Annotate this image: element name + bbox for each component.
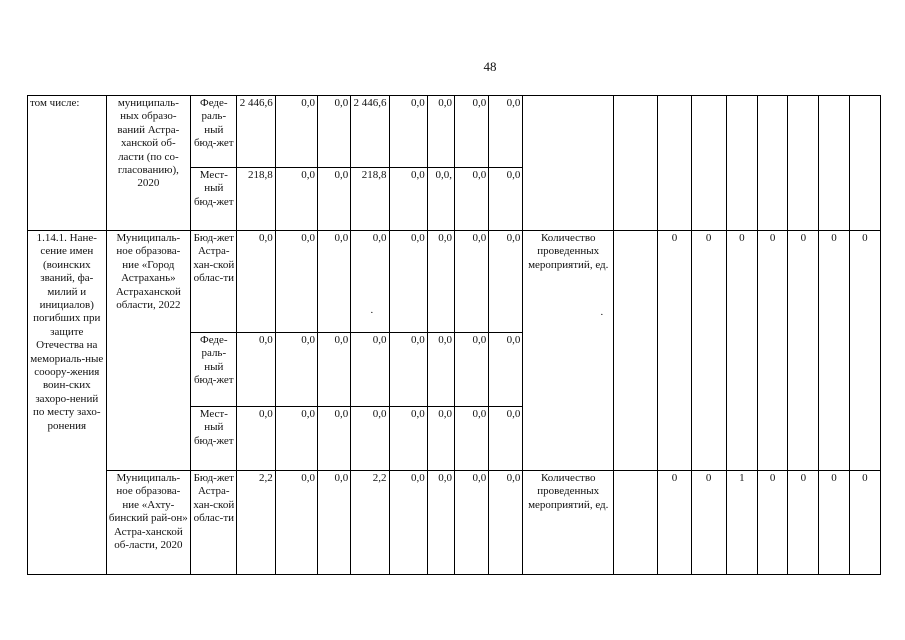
indicator-value-cell: 1 xyxy=(726,471,757,575)
indicator-value-cell: 0 xyxy=(819,471,849,575)
indicator-value-cell: 0 xyxy=(788,471,819,575)
indicator-value-cell: 0 xyxy=(658,231,691,471)
indicator-value-cell xyxy=(614,231,658,471)
value-cell: 0,0 xyxy=(318,96,351,168)
executor-cell: Муниципаль-ное образова-ние «Город Астрахань» Астраханской области, 2022 xyxy=(106,231,191,471)
value-cell: 0,0 xyxy=(389,333,427,407)
funding-source-cell: Феде-раль-ный бюд-жет xyxy=(191,96,237,168)
value-cell: 0,0 xyxy=(454,231,488,333)
funding-source-cell: Бюд-жет Астра-хан-ской облас-ти xyxy=(191,471,237,575)
value-cell: 0,0 xyxy=(389,96,427,168)
indicator-value-cell xyxy=(726,96,757,231)
page-number: 48 xyxy=(483,59,497,74)
indicator-value-cell: 0 xyxy=(819,231,849,471)
value-cell: 0,0 xyxy=(427,96,454,168)
indicator-value-cell: 0 xyxy=(691,471,726,575)
indicator-value-cell xyxy=(758,96,788,231)
value-cell: 0,0 xyxy=(389,407,427,471)
value-cell: 2 446,6 xyxy=(237,96,275,168)
indicator-value-cell xyxy=(849,96,880,231)
value-cell: 2,2 xyxy=(237,471,275,575)
value-cell: 0,0 xyxy=(389,231,427,333)
value-cell: 0,0 xyxy=(489,407,523,471)
value-cell: 0,0 xyxy=(275,168,317,231)
value-cell: 0,0 xyxy=(318,231,351,333)
executor-cell: Муниципаль-ное образова-ние «Ахту-бинский рай-он» Астра-ханской об-ласти, 2020 xyxy=(106,471,191,575)
indicator-value-cell: 0 xyxy=(658,471,691,575)
indicator-value-cell: 0 xyxy=(758,471,788,575)
scan-speck: · xyxy=(370,307,374,319)
indicator-value-cell xyxy=(658,96,691,231)
value-cell: 0,0, xyxy=(427,168,454,231)
value-cell: 0,0 xyxy=(275,96,317,168)
program-activities-table xyxy=(27,95,881,575)
value-cell: 0,0 xyxy=(237,231,275,333)
indicator-value-cell xyxy=(788,96,819,231)
value-cell: 218,8 xyxy=(237,168,275,231)
table-row xyxy=(28,231,881,333)
value-cell: 0,0 xyxy=(275,231,317,333)
value-cell: 0,0 xyxy=(275,471,317,575)
indicator-value-cell xyxy=(614,96,658,231)
indicator-cell xyxy=(523,96,614,231)
value-cell: 0,0 xyxy=(427,231,454,333)
value-cell: 2 446,6 xyxy=(351,96,389,168)
value-cell: 0,0 xyxy=(318,333,351,407)
indicator-value-cell xyxy=(691,96,726,231)
indicator-cell: Количество проведенных мероприятий, ед. xyxy=(523,471,614,575)
value-cell: 0,0 xyxy=(427,333,454,407)
indicator-value-cell: 0 xyxy=(726,231,757,471)
value-cell: 0,0 xyxy=(454,471,488,575)
value-cell: 0,0 xyxy=(351,333,389,407)
indicator-value-cell xyxy=(819,96,849,231)
value-cell: 0,0 xyxy=(489,333,523,407)
table-row xyxy=(28,471,881,575)
scan-speck: · xyxy=(600,309,604,321)
value-cell: 0,0 xyxy=(237,407,275,471)
funding-source-cell: Бюд-жет Астра-хан-ской облас-ти xyxy=(191,231,237,333)
value-cell: 0,0 xyxy=(489,231,523,333)
value-cell: 0,0 xyxy=(275,407,317,471)
value-cell: 0,0 xyxy=(427,471,454,575)
value-cell: 0,0 xyxy=(454,168,488,231)
table-row xyxy=(28,96,881,168)
value-cell: 0,0 xyxy=(454,407,488,471)
executor-cell: муниципаль-ных образо-ваний Астра-ханской об-ласти (по со-гласованию), 2020 xyxy=(106,96,191,231)
value-cell: 0,0 xyxy=(389,168,427,231)
value-cell: 0,0 xyxy=(489,96,523,168)
value-cell: 218,8 xyxy=(351,168,389,231)
value-cell: 0,0 xyxy=(318,407,351,471)
value-cell: 2,2 xyxy=(351,471,389,575)
value-cell: 0,0 xyxy=(454,333,488,407)
indicator-value-cell: 0 xyxy=(758,231,788,471)
value-cell: 0,0 xyxy=(237,333,275,407)
indicator-value-cell: 0 xyxy=(849,471,880,575)
indicator-value-cell xyxy=(614,471,658,575)
value-cell: 0,0 xyxy=(351,407,389,471)
funding-source-cell: Феде-раль-ный бюд-жет xyxy=(191,333,237,407)
funding-source-cell: Мест-ный бюд-жет xyxy=(191,168,237,231)
funding-source-cell: Мест-ный бюд-жет xyxy=(191,407,237,471)
value-cell: 0,0 xyxy=(427,407,454,471)
section-label-cell: том числе: xyxy=(28,96,107,231)
indicator-value-cell: 0 xyxy=(788,231,819,471)
value-cell: 0,0 xyxy=(318,471,351,575)
value-cell: 0,0 xyxy=(275,333,317,407)
value-cell: 0,0 xyxy=(318,168,351,231)
indicator-value-cell: 0 xyxy=(849,231,880,471)
value-cell: 0,0 xyxy=(389,471,427,575)
value-cell: 0,0 xyxy=(489,168,523,231)
indicator-value-cell: 0 xyxy=(691,231,726,471)
value-cell: 0,0 xyxy=(454,96,488,168)
value-cell: 0,0 xyxy=(489,471,523,575)
activity-label-cell: 1.14.1. Нане-сение имен (воинских званий, фа-милий и инициалов) погибших при защите Отечества на мемориаль-ные сооору-жения воин-ских захоро-нений по месту захо-ронения xyxy=(28,231,107,575)
indicator-cell: Количество проведенных мероприятий, ед. xyxy=(523,231,614,471)
value-cell: 0,0 xyxy=(351,231,389,333)
